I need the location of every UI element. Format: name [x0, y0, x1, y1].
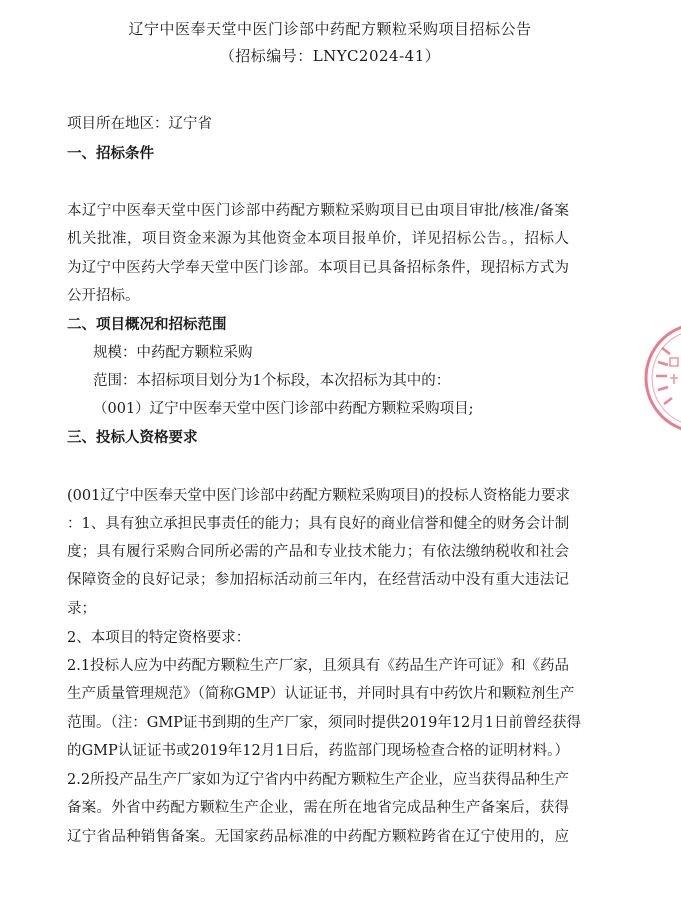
qualification-line: (001辽宁中医奉天堂中医门诊部中药配方颗粒采购项目)的投标人资格能力要求: [67, 488, 570, 504]
section-1-heading: 一、招标条件: [67, 146, 154, 162]
qualification-line: 保障资金的良好记录；参加招标活动前三年内，在经营活动中没有重大违法记: [67, 572, 569, 588]
section-1-line: 公开招标。: [67, 288, 140, 304]
section-1-line: 本辽宁中医奉天堂中医门诊部中药配方颗粒采购项目已由项目审批/核准/备案: [67, 203, 569, 219]
project-scope: 范围：本招标项目划分为1个标段，本次招标为其中的：: [93, 373, 451, 389]
requirement-2-1-line: 范围。（注：GMP证书到期的生产厂家，须同时提供2019年12月1日前曾经获得: [67, 715, 582, 731]
requirement-2-1-line: 生产质量管理规范》（简称GMP）认证证书，并同时具有中药饮片和颗粒剂生产: [67, 686, 575, 702]
requirement-2-2-line: 备案。外省中药配方颗粒生产企业，需在所在地省完成品种生产备案后，获得: [67, 800, 569, 816]
qualification-line: 度；具有履行采购合同所必需的产品和专业技术能力；有依法缴纳税收和社会: [67, 544, 569, 560]
qualification-line: ：1、具有独立承担民事责任的能力；具有良好的商业信誉和健全的财务会计制: [67, 516, 570, 532]
requirement-2-1-line: 的GMP认证证书或2019年12月1日后，药监部门现场检查合格的证明材料。）: [67, 743, 569, 759]
section-2-heading: 二、项目概况和招标范围: [67, 317, 227, 333]
project-scale: 规模：中药配方颗粒采购: [93, 345, 253, 361]
section-1-line: 为辽宁中医药大学奉天堂中医门诊部。本项目已具备招标条件，现招标方式为: [67, 260, 569, 276]
section-1-line: 机关批准，项目资金来源为其他资金本项目报单价，详见招标公告。，招标人: [67, 231, 569, 247]
lot-item: （001）辽宁中医奉天堂中医门诊部中药配方颗粒采购项目;: [93, 401, 474, 417]
bid-number: （招标编号：LNYC2024-41）: [219, 47, 441, 65]
requirement-2-2-line: 2.2所投产品生产厂家如为辽宁省内中药配方颗粒生产企业，应当获得品种生产: [67, 772, 569, 788]
qualification-line: 录；: [67, 601, 96, 617]
section-3-heading: 三、投标人资格要求: [67, 430, 198, 446]
specific-requirements: 2、本项目的特定资格要求：: [67, 630, 251, 646]
seal-stamp-icon: [640, 318, 681, 438]
project-region: 项目所在地区：辽宁省: [67, 116, 212, 132]
requirement-2-2-line: 辽宁省品种销售备案。无国家药品标准的中药配方颗粒跨省在辽宁使用的，应: [67, 829, 569, 845]
document-title: 辽宁中医奉天堂中医门诊部中药配方颗粒采购项目招标公告: [128, 20, 532, 38]
requirement-2-1-line: 2.1投标人应为中药配方颗粒生产厂家，且须具有《药品生产许可证》和《药品: [67, 658, 569, 674]
